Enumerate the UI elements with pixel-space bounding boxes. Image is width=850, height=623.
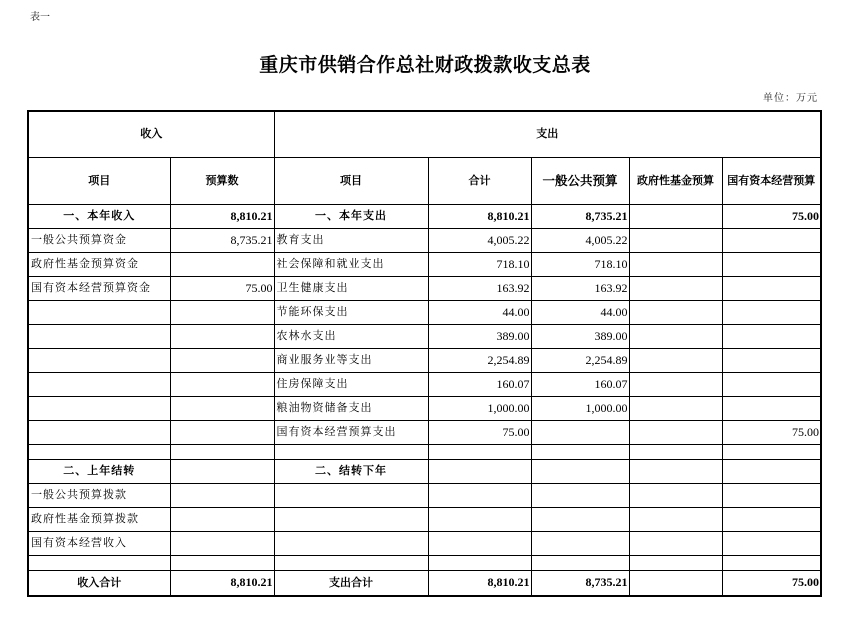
table-row — [28, 253, 821, 277]
state-capital-cell — [722, 253, 821, 277]
state-capital-cell — [722, 373, 821, 397]
col-income-item: 项目 — [28, 158, 170, 205]
table-row — [28, 484, 821, 508]
page-title: 重庆市供销合作总社财政拨款收支总表 — [259, 54, 591, 76]
gov-fund-cell — [629, 484, 722, 508]
income-item-cell — [28, 397, 170, 421]
general-public-cell: 163.92 — [531, 277, 629, 301]
expense-total-cell — [428, 556, 531, 571]
expense-total-cell — [428, 445, 531, 460]
income-item-cell: 政府性基金预算拨款 — [28, 508, 170, 532]
expense-item-cell: 粮油物资储备支出 — [274, 397, 428, 421]
income-item-cell — [28, 301, 170, 325]
general-public-cell — [531, 532, 629, 556]
state-capital-cell: 75.00 — [722, 421, 821, 445]
expense-total-cell: 44.00 — [428, 301, 531, 325]
state-capital-cell: 75.00 — [722, 205, 821, 229]
expense-total-cell: 75.00 — [428, 421, 531, 445]
state-capital-cell — [722, 397, 821, 421]
expense-item-cell: 国有资本经营预算支出 — [274, 421, 428, 445]
gov-fund-cell — [629, 349, 722, 373]
table-row — [28, 532, 821, 556]
income-item-cell — [28, 349, 170, 373]
income-budget-cell: 75.00 — [170, 277, 274, 301]
expense-item-cell — [274, 484, 428, 508]
general-public-cell — [531, 421, 629, 445]
income-budget-cell: 8,810.21 — [170, 571, 274, 597]
state-capital-cell — [722, 349, 821, 373]
table-row — [28, 325, 821, 349]
general-public-cell — [531, 484, 629, 508]
gov-fund-cell — [629, 508, 722, 532]
state-capital-cell — [722, 484, 821, 508]
income-budget-cell — [170, 484, 274, 508]
income-item-cell: 一、本年收入 — [28, 205, 170, 229]
expense-item-cell — [274, 556, 428, 571]
expense-total-cell: 718.10 — [428, 253, 531, 277]
expense-item-cell: 节能环保支出 — [274, 301, 428, 325]
general-public-cell: 44.00 — [531, 301, 629, 325]
gov-fund-cell — [629, 229, 722, 253]
col-general-public: 一般公共预算 — [531, 158, 629, 205]
income-budget-cell — [170, 325, 274, 349]
table-row — [28, 460, 821, 484]
table-row — [28, 571, 821, 597]
income-budget-cell: 8,735.21 — [170, 229, 274, 253]
expense-total-cell — [428, 532, 531, 556]
expense-item-cell: 住房保障支出 — [274, 373, 428, 397]
income-budget-cell — [170, 556, 274, 571]
expense-total-cell — [428, 460, 531, 484]
income-item-cell: 政府性基金预算资金 — [28, 253, 170, 277]
income-item-cell: 国有资本经营预算资金 — [28, 277, 170, 301]
state-capital-cell — [722, 325, 821, 349]
table-row — [28, 421, 821, 445]
expense-item-cell: 一、本年支出 — [274, 205, 428, 229]
income-item-cell: 一般公共预算拨款 — [28, 484, 170, 508]
col-gov-fund: 政府性基金预算 — [629, 158, 722, 205]
table-row — [28, 397, 821, 421]
gov-fund-cell — [629, 253, 722, 277]
state-capital-cell — [722, 229, 821, 253]
income-item-cell — [28, 373, 170, 397]
income-budget-cell — [170, 397, 274, 421]
state-capital-cell — [722, 277, 821, 301]
budget-summary-table — [27, 110, 822, 597]
general-public-cell: 4,005.22 — [531, 229, 629, 253]
state-capital-cell — [722, 532, 821, 556]
gov-fund-cell — [629, 460, 722, 484]
col-state-capital: 国有资本经营预算 — [722, 158, 821, 205]
table-row — [28, 373, 821, 397]
income-budget-cell — [170, 421, 274, 445]
general-public-cell — [531, 460, 629, 484]
table-row — [28, 301, 821, 325]
income-budget-cell — [170, 508, 274, 532]
expense-item-cell — [274, 508, 428, 532]
state-capital-cell — [722, 301, 821, 325]
general-public-cell — [531, 508, 629, 532]
table-row — [28, 508, 821, 532]
general-public-cell — [531, 445, 629, 460]
income-item-cell: 二、上年结转 — [28, 460, 170, 484]
income-item-cell: 国有资本经营收入 — [28, 532, 170, 556]
expense-total-cell: 389.00 — [428, 325, 531, 349]
col-expense-item: 项目 — [274, 158, 428, 205]
income-item-cell — [28, 445, 170, 460]
gov-fund-cell — [629, 421, 722, 445]
expense-total-cell: 8,810.21 — [428, 571, 531, 597]
income-budget-cell — [170, 445, 274, 460]
gov-fund-cell — [629, 325, 722, 349]
income-budget-cell — [170, 301, 274, 325]
table-row — [28, 556, 821, 571]
unit-label: 单位：万元 — [763, 93, 818, 104]
income-item-cell — [28, 325, 170, 349]
general-public-cell: 2,254.89 — [531, 349, 629, 373]
income-budget-cell — [170, 460, 274, 484]
gov-fund-cell — [629, 277, 722, 301]
expense-item-cell: 农林水支出 — [274, 325, 428, 349]
gov-fund-cell — [629, 445, 722, 460]
expense-item-cell — [274, 445, 428, 460]
expense-total-cell: 2,254.89 — [428, 349, 531, 373]
gov-fund-cell — [629, 373, 722, 397]
expense-item-cell: 卫生健康支出 — [274, 277, 428, 301]
expense-total-cell: 1,000.00 — [428, 397, 531, 421]
gov-fund-cell — [629, 397, 722, 421]
general-public-cell: 1,000.00 — [531, 397, 629, 421]
state-capital-cell — [722, 508, 821, 532]
gov-fund-cell — [629, 571, 722, 597]
expense-total-cell — [428, 484, 531, 508]
income-item-cell — [28, 421, 170, 445]
income-budget-cell: 8,810.21 — [170, 205, 274, 229]
expense-total-cell: 4,005.22 — [428, 229, 531, 253]
general-public-cell: 718.10 — [531, 253, 629, 277]
general-public-cell: 8,735.21 — [531, 571, 629, 597]
expense-item-cell: 教育支出 — [274, 229, 428, 253]
expense-item-cell: 支出合计 — [274, 571, 428, 597]
gov-fund-cell — [629, 301, 722, 325]
income-budget-cell — [170, 532, 274, 556]
income-budget-cell — [170, 373, 274, 397]
expense-item-cell: 商业服务业等支出 — [274, 349, 428, 373]
table-row — [28, 205, 821, 229]
expense-total-cell: 160.07 — [428, 373, 531, 397]
state-capital-cell — [722, 556, 821, 571]
gov-fund-cell — [629, 556, 722, 571]
state-capital-cell: 75.00 — [722, 571, 821, 597]
table-row — [28, 349, 821, 373]
general-public-cell: 389.00 — [531, 325, 629, 349]
gov-fund-cell — [629, 532, 722, 556]
general-public-cell: 8,735.21 — [531, 205, 629, 229]
income-item-cell: 一般公共预算资金 — [28, 229, 170, 253]
expense-header: 支出 — [274, 111, 821, 158]
general-public-cell — [531, 556, 629, 571]
document-label: 表一 — [30, 12, 50, 23]
income-item-cell — [28, 556, 170, 571]
expense-total-cell: 163.92 — [428, 277, 531, 301]
table-row — [28, 277, 821, 301]
income-header: 收入 — [28, 111, 274, 158]
gov-fund-cell — [629, 205, 722, 229]
expense-item-cell: 二、结转下年 — [274, 460, 428, 484]
income-item-cell: 收入合计 — [28, 571, 170, 597]
income-budget-cell — [170, 349, 274, 373]
col-income-budget: 预算数 — [170, 158, 274, 205]
col-expense-total: 合计 — [428, 158, 531, 205]
table-row — [28, 229, 821, 253]
expense-item-cell: 社会保障和就业支出 — [274, 253, 428, 277]
expense-total-cell: 8,810.21 — [428, 205, 531, 229]
state-capital-cell — [722, 460, 821, 484]
table-row — [28, 445, 821, 460]
state-capital-cell — [722, 445, 821, 460]
expense-item-cell — [274, 532, 428, 556]
income-budget-cell — [170, 253, 274, 277]
expense-total-cell — [428, 508, 531, 532]
general-public-cell: 160.07 — [531, 373, 629, 397]
